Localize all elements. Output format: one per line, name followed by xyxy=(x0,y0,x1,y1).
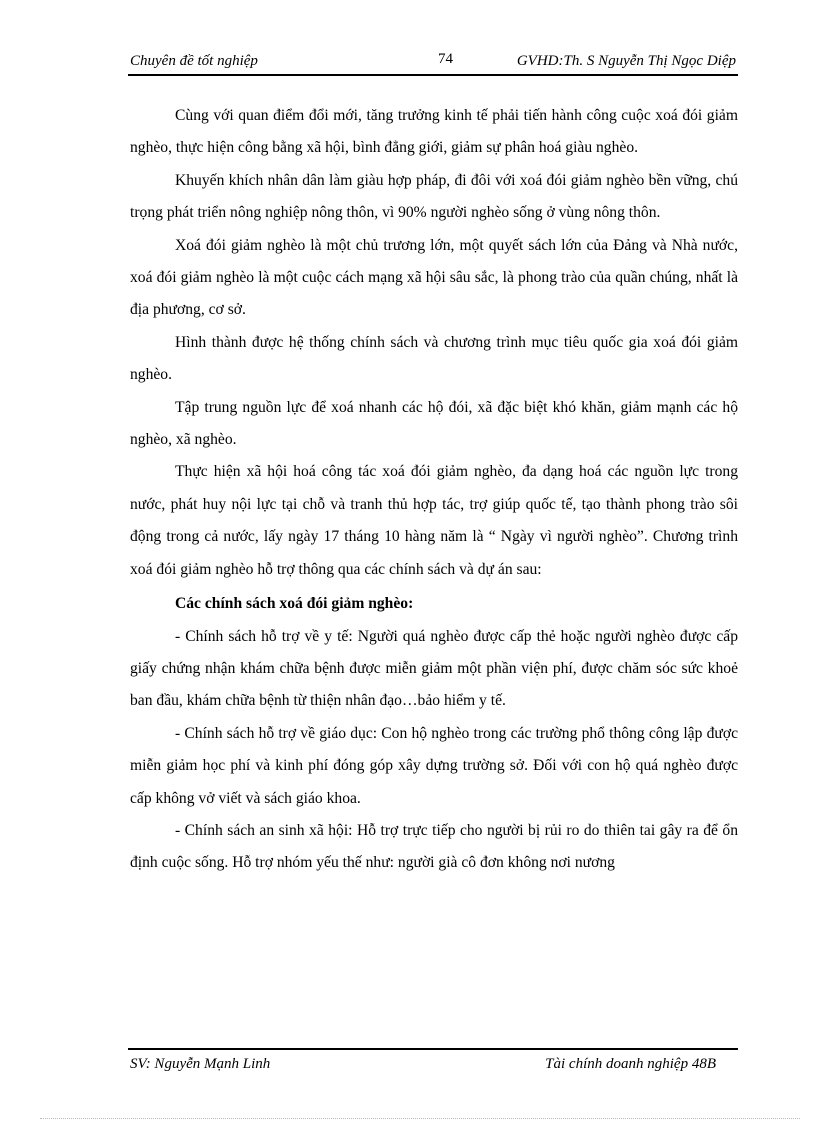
paragraph: Hình thành được hệ thống chính sách và chương trình mục tiêu quốc gia xoá đói giảm nghèo. xyxy=(130,333,738,384)
paragraph: Cùng với quan điểm đổi mới, tăng trưởng kinh tế phải tiến hành công cuộc xoá đói giảm nghèo, thực hiện công bằng xã hội, bình đẳng giới, giảm sự phân hoá giàu nghèo. xyxy=(130,107,738,157)
supervisor-name: GVHD:Th. S Nguyễn Thị Ngọc Diệp xyxy=(516,53,736,69)
policy-item: - Chính sách an sinh xã hội: Hỗ trợ trực tiếp cho người bị rủi ro do thiên tai gây ra để ổn định cuộc sống. Hỗ trợ nhóm yếu thế như: người già cô đơn không nơi nương xyxy=(130,821,738,872)
page-header xyxy=(128,52,738,76)
paragraph: Khuyến khích nhân dân làm giàu hợp pháp, đi đôi với xoá đói giảm nghèo bền vững, chú trọng phát triển nông nghiệp nông thôn, vì 90% người nghèo sống ở vùng nông thôn. xyxy=(130,171,738,222)
document-title: Chuyên đề tốt nghiệp xyxy=(130,53,258,69)
student-name: SV: Nguyễn Mạnh Linh xyxy=(130,1056,271,1072)
paragraph: Thực hiện xã hội hoá công tác xoá đói giảm nghèo, đa dạng hoá các nguồn lực trong nước, phát huy nội lực tại chỗ và tranh thủ hợp tác, trợ giúp quốc tế, tạo thành phong trào sôi động trong cả nước, lấy ngày 17 tháng 10 hàng năm là “ Ngày vì người nghèo”. Chương trình xoá đói giảm nghèo hỗ trợ thông qua các chính sách và dự án sau: xyxy=(130,463,738,578)
policy-item: - Chính sách hỗ trợ về giáo dục: Con hộ nghèo trong các trường phổ thông công lập được miễn giảm học phí và kinh phí đóng góp xây dựng trường sở. Đối với con hộ quá nghèo được cấp không vở viết và sách giáo khoa. xyxy=(130,724,738,807)
paragraph: Tập trung nguồn lực để xoá nhanh các hộ đói, xã đặc biệt khó khăn, giảm mạnh các hộ nghèo, xã nghèo. xyxy=(130,398,738,449)
page-number: 74 xyxy=(438,51,453,67)
section-heading: Các chính sách xoá đói giảm nghèo: xyxy=(175,595,414,613)
policy-item: - Chính sách hỗ trợ về y tế: Người quá nghèo được cấp thẻ hoặc người nghèo được cấp giấy chứng nhận khám chữa bệnh được miễn giảm một phần viện phí, được chăm sóc sức khoẻ ban đầu, khám chữa bệnh từ thiện nhân đạo…bảo hiểm y tế. xyxy=(130,627,738,710)
page-body xyxy=(130,100,738,880)
paragraph: Xoá đói giảm nghèo là một chủ trương lớn, một quyết sách lớn của Đảng và Nhà nước, xoá đói giảm nghèo là một cuộc cách mạng xã hội sâu sắc, là phong trào của quần chúng, nhất là địa phương, cơ sở. xyxy=(130,236,738,319)
page-bottom-divider xyxy=(40,1118,800,1119)
class-name: Tài chính doanh nghiệp 48B xyxy=(545,1056,716,1072)
page-footer xyxy=(128,1048,738,1072)
